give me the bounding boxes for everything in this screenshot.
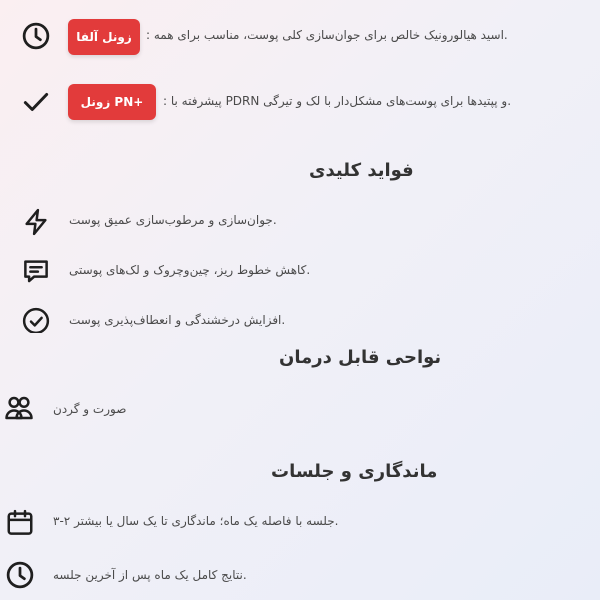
calendar-icon [5, 508, 35, 538]
product-row [0, 82, 600, 122]
benefit-text: .افزایش درخشندگی و انعطاف‌پذیری پوست [69, 313, 286, 327]
benefit-text: .کاهش خطوط ریز، چین‌وچروک و لک‌های پوستی [69, 263, 311, 277]
benefit-item [0, 201, 600, 241]
durability-heading: ماندگاری و جلسات [271, 461, 438, 482]
durability-text: .جلسه با فاصله یک ماه؛ ماندگاری تا یک سال یا بیشتر ۲-۳ [53, 514, 339, 528]
product-row [0, 16, 600, 56]
benefits-heading: فواید کلیدی [309, 160, 414, 181]
product-badge: زونل آلفا [68, 19, 140, 55]
durability-text: .نتایج کامل یک ماه پس از آخرین جلسه [53, 568, 247, 582]
areas-heading: نواحی قابل درمان [279, 347, 442, 368]
durability-item [0, 502, 600, 542]
area-text: صورت و گردن [53, 402, 127, 416]
product-badge: +PN زونل [68, 84, 156, 120]
check-circle-icon [21, 306, 51, 333]
check-icon [21, 87, 51, 117]
chat-icon [21, 256, 51, 286]
product-description: .اسید هیالورونیک خالص برای جوان‌سازی کلی پوست، مناسب برای همه : [146, 28, 508, 42]
product-description: .و پپتیدها برای پوست‌های مشکل‌دار با لک و تیرگی PDRN پیشرفته با : [163, 94, 512, 108]
benefit-text: .جوان‌سازی و مرطوب‌سازی عمیق پوست [69, 213, 277, 227]
clock-icon [21, 21, 51, 51]
benefit-item [0, 251, 600, 291]
users-icon [4, 393, 34, 423]
benefit-item [0, 301, 600, 333]
clock-icon [5, 560, 35, 590]
lightning-icon [21, 207, 51, 237]
area-item [0, 390, 600, 430]
durability-item [0, 556, 600, 596]
